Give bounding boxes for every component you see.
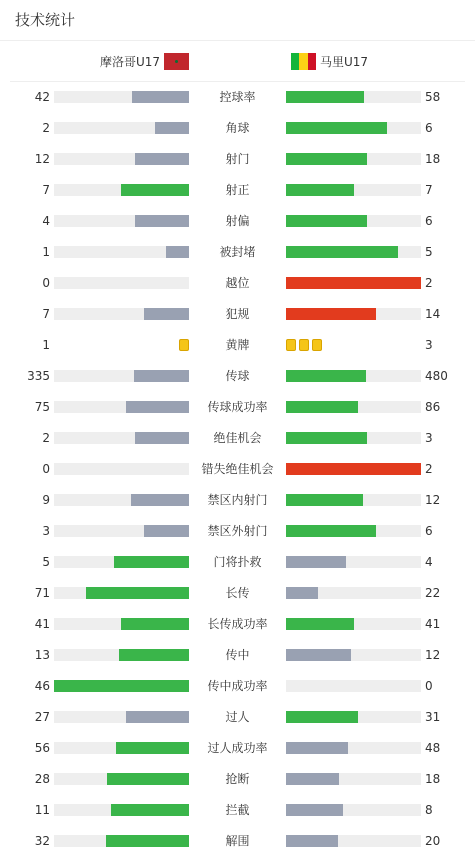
home-stat-bar-fill (131, 494, 189, 506)
yellow-card-icon (312, 339, 322, 351)
stat-label: 黄牌 (225, 338, 250, 352)
stat-row (0, 707, 475, 727)
home-stat-bar (54, 432, 189, 444)
home-stat-bar (54, 153, 189, 165)
away-stat-bar (286, 401, 421, 413)
home-stat-bar-fill (121, 184, 189, 196)
home-stat-value: 46 (34, 679, 50, 693)
stat-row (0, 366, 475, 386)
home-stat-value: 12 (34, 152, 50, 166)
home-stat-value: 1 (42, 245, 50, 259)
away-stat-value: 20 (425, 834, 441, 848)
stat-row (0, 428, 475, 448)
home-stat-value: 13 (34, 648, 50, 662)
yellow-card-icon (299, 339, 309, 351)
away-stat-bar-fill (286, 122, 387, 134)
away-stat-bar-fill (286, 773, 339, 785)
stat-row (0, 738, 475, 758)
away-stat-bar (286, 618, 421, 630)
home-stat-value: 0 (42, 276, 50, 290)
home-stat-value: 335 (27, 369, 50, 383)
away-stat-value: 3 (425, 338, 433, 352)
away-stat-bar (286, 835, 421, 847)
page-title: 技术统计 (15, 11, 76, 29)
home-stat-value: 9 (42, 493, 50, 507)
home-stat-value: 32 (34, 834, 50, 848)
away-stat-bar (286, 184, 421, 196)
home-stat-bar (54, 587, 189, 599)
home-stat-bar-fill (144, 308, 189, 320)
away-stat-bar-fill (286, 649, 351, 661)
stat-label: 射偏 (225, 214, 250, 228)
stat-label: 绝佳机会 (213, 431, 262, 445)
home-stat-bar (54, 556, 189, 568)
home-stat-bar-fill (119, 649, 189, 661)
away-stat-bar-fill (286, 835, 338, 847)
away-stat-bar-fill (286, 711, 358, 723)
stat-row (0, 645, 475, 665)
home-stat-bar-fill (116, 742, 189, 754)
home-stat-bar-fill (106, 835, 189, 847)
home-stat-value: 7 (42, 183, 50, 197)
stat-label: 禁区外射门 (207, 524, 268, 538)
stat-label: 角球 (225, 121, 250, 135)
away-stat-bar-fill (286, 432, 367, 444)
away-stat-bar-fill (286, 525, 376, 537)
away-stat-bar-fill (286, 463, 421, 475)
home-stat-bar (54, 649, 189, 661)
stat-row (0, 273, 475, 293)
away-stat-value: 12 (425, 648, 441, 662)
stat-row (0, 583, 475, 603)
home-stat-bar-fill (144, 525, 189, 537)
away-stat-bar-fill (286, 804, 343, 816)
stat-row (0, 769, 475, 789)
home-stat-value: 42 (34, 90, 50, 104)
away-stat-bar (286, 370, 421, 382)
home-stat-bar-fill (134, 370, 189, 382)
away-stat-value: 86 (425, 400, 441, 414)
stat-label: 拦截 (225, 803, 250, 817)
stat-label: 被封堵 (219, 245, 256, 259)
morocco-flag-icon (164, 53, 189, 70)
stat-label: 错失绝佳机会 (201, 462, 274, 476)
header-divider (0, 40, 475, 41)
away-stat-bar (286, 277, 421, 289)
away-stat-bar (286, 215, 421, 227)
home-stat-value: 56 (34, 741, 50, 755)
home-stat-bar (54, 835, 189, 847)
stat-row (0, 242, 475, 262)
away-stat-bar-fill (286, 184, 354, 196)
home-stat-value: 4 (42, 214, 50, 228)
stat-label: 门将扑救 (213, 555, 262, 569)
home-stat-bar (54, 525, 189, 537)
home-stat-bar (54, 184, 189, 196)
home-stat-value: 11 (34, 803, 50, 817)
home-stat-bar (54, 122, 189, 134)
away-stat-bar-fill (286, 246, 398, 258)
home-stat-value: 3 (42, 524, 50, 538)
home-stat-bar (54, 370, 189, 382)
stat-row (0, 521, 475, 541)
away-stat-bar-fill (286, 370, 366, 382)
stat-label: 控球率 (219, 90, 256, 104)
home-stat-bar (54, 494, 189, 506)
away-stat-value: 18 (425, 152, 441, 166)
away-stat-value: 0 (425, 679, 433, 693)
away-stat-bar-fill (286, 91, 364, 103)
away-stat-value: 2 (425, 276, 433, 290)
home-team (100, 52, 189, 70)
stat-row (0, 149, 475, 169)
home-stat-value: 75 (34, 400, 50, 414)
home-stat-bar (54, 215, 189, 227)
stat-label: 传球成功率 (207, 400, 268, 414)
home-stat-bar (54, 680, 189, 692)
stat-label: 传中成功率 (207, 679, 268, 693)
away-stat-value: 6 (425, 121, 433, 135)
home-stat-bar (54, 618, 189, 630)
home-stat-bar (54, 742, 189, 754)
stat-row (0, 335, 475, 355)
stat-label: 越位 (225, 276, 250, 290)
away-stat-value: 18 (425, 772, 441, 786)
stat-row (0, 180, 475, 200)
away-stat-value: 41 (425, 617, 441, 631)
home-stat-bar-fill (126, 711, 189, 723)
away-stat-bar-fill (286, 153, 367, 165)
home-stat-value: 5 (42, 555, 50, 569)
away-stat-bar (286, 742, 421, 754)
away-stat-value: 4 (425, 555, 433, 569)
home-stat-value: 2 (42, 431, 50, 445)
stat-row (0, 459, 475, 479)
away-stat-bar-fill (286, 556, 346, 568)
stat-row (0, 211, 475, 231)
stat-label: 长传成功率 (207, 617, 268, 631)
stat-label: 传球 (225, 369, 250, 383)
home-team-name: 摩洛哥U17 (99, 54, 160, 69)
stat-label: 射门 (225, 152, 250, 166)
away-stat-bar-fill (286, 401, 358, 413)
stat-label: 射正 (225, 183, 250, 197)
away-stat-value: 8 (425, 803, 433, 817)
home-stat-bar (54, 711, 189, 723)
away-stat-value: 7 (425, 183, 433, 197)
home-stat-value: 1 (42, 338, 50, 352)
stat-label: 抢断 (225, 772, 250, 786)
home-stat-bar-fill (114, 556, 189, 568)
away-stat-bar-fill (286, 308, 376, 320)
home-stat-bar-fill (135, 153, 189, 165)
away-stat-value: 480 (425, 369, 448, 383)
home-stat-bar-fill (132, 91, 189, 103)
stat-row (0, 676, 475, 696)
stat-label: 过人成功率 (207, 741, 268, 755)
away-stat-bar (286, 432, 421, 444)
away-stat-bar (286, 680, 421, 692)
away-stat-bar (286, 494, 421, 506)
stat-row (0, 87, 475, 107)
home-stat-bar (54, 277, 189, 289)
yellow-card-icon (286, 339, 296, 351)
stat-row (0, 800, 475, 820)
home-stat-bar-fill (126, 401, 189, 413)
home-stat-bar-fill (121, 618, 189, 630)
home-stat-bar-fill (166, 246, 189, 258)
home-stat-bar-fill (54, 680, 189, 692)
home-stat-bar-fill (135, 215, 189, 227)
away-stat-value: 12 (425, 493, 441, 507)
home-stat-bar-fill (155, 122, 189, 134)
mali-flag-icon (291, 53, 316, 70)
stat-label: 长传 (225, 586, 250, 600)
stat-label: 过人 (225, 710, 250, 724)
away-stat-value: 31 (425, 710, 441, 724)
away-stat-value: 48 (425, 741, 441, 755)
home-stat-bar (54, 246, 189, 258)
teams-divider (10, 81, 465, 82)
away-stat-value: 6 (425, 214, 433, 228)
away-stat-value: 58 (425, 90, 441, 104)
away-stat-bar-fill (286, 277, 421, 289)
home-stat-bar-fill (107, 773, 189, 785)
away-stat-bar (286, 649, 421, 661)
away-stat-value: 2 (425, 462, 433, 476)
home-yellow-cards (179, 339, 189, 352)
away-stat-value: 5 (425, 245, 433, 259)
home-stat-bar (54, 91, 189, 103)
stat-label: 解围 (225, 834, 250, 848)
home-stat-value: 41 (34, 617, 50, 631)
stat-row (0, 118, 475, 138)
away-stat-bar-fill (286, 587, 318, 599)
home-stat-bar (54, 401, 189, 413)
away-stat-bar (286, 711, 421, 723)
stat-row (0, 304, 475, 324)
home-stat-value: 71 (34, 586, 50, 600)
home-stat-bar-fill (86, 587, 189, 599)
home-stat-bar (54, 308, 189, 320)
home-stat-bar (54, 773, 189, 785)
home-stat-bar (54, 463, 189, 475)
away-stat-value: 3 (425, 431, 433, 445)
home-stat-value: 2 (42, 121, 50, 135)
away-stat-bar-fill (286, 494, 363, 506)
yellow-card-icon (179, 339, 189, 351)
away-stat-bar (286, 91, 421, 103)
away-stat-bar (286, 804, 421, 816)
away-stat-bar (286, 246, 421, 258)
away-stat-value: 14 (425, 307, 441, 321)
home-stat-value: 0 (42, 462, 50, 476)
away-team (291, 52, 368, 70)
away-stat-bar (286, 587, 421, 599)
stat-label: 传中 (225, 648, 250, 662)
home-stat-value: 28 (34, 772, 50, 786)
stat-label: 犯规 (225, 307, 250, 321)
stat-row (0, 490, 475, 510)
away-stat-value: 22 (425, 586, 441, 600)
home-stat-bar (54, 804, 189, 816)
stat-row (0, 552, 475, 572)
home-stat-value: 7 (42, 307, 50, 321)
away-stat-bar (286, 773, 421, 785)
away-stat-bar (286, 525, 421, 537)
away-stat-bar-fill (286, 742, 348, 754)
stat-label: 禁区内射门 (207, 493, 268, 507)
away-stat-bar (286, 556, 421, 568)
stat-row (0, 614, 475, 634)
stat-row (0, 397, 475, 417)
home-stat-bar-fill (111, 804, 189, 816)
away-stat-bar-fill (286, 618, 354, 630)
away-team-name: 马里U17 (320, 54, 369, 69)
away-stat-bar (286, 308, 421, 320)
away-stat-bar-fill (286, 215, 367, 227)
away-stat-bar (286, 122, 421, 134)
away-stat-value: 6 (425, 524, 433, 538)
away-yellow-cards (286, 339, 322, 352)
away-stat-bar (286, 463, 421, 475)
home-stat-value: 27 (34, 710, 50, 724)
stat-row (0, 831, 475, 851)
away-stat-bar (286, 153, 421, 165)
home-stat-bar-fill (135, 432, 189, 444)
